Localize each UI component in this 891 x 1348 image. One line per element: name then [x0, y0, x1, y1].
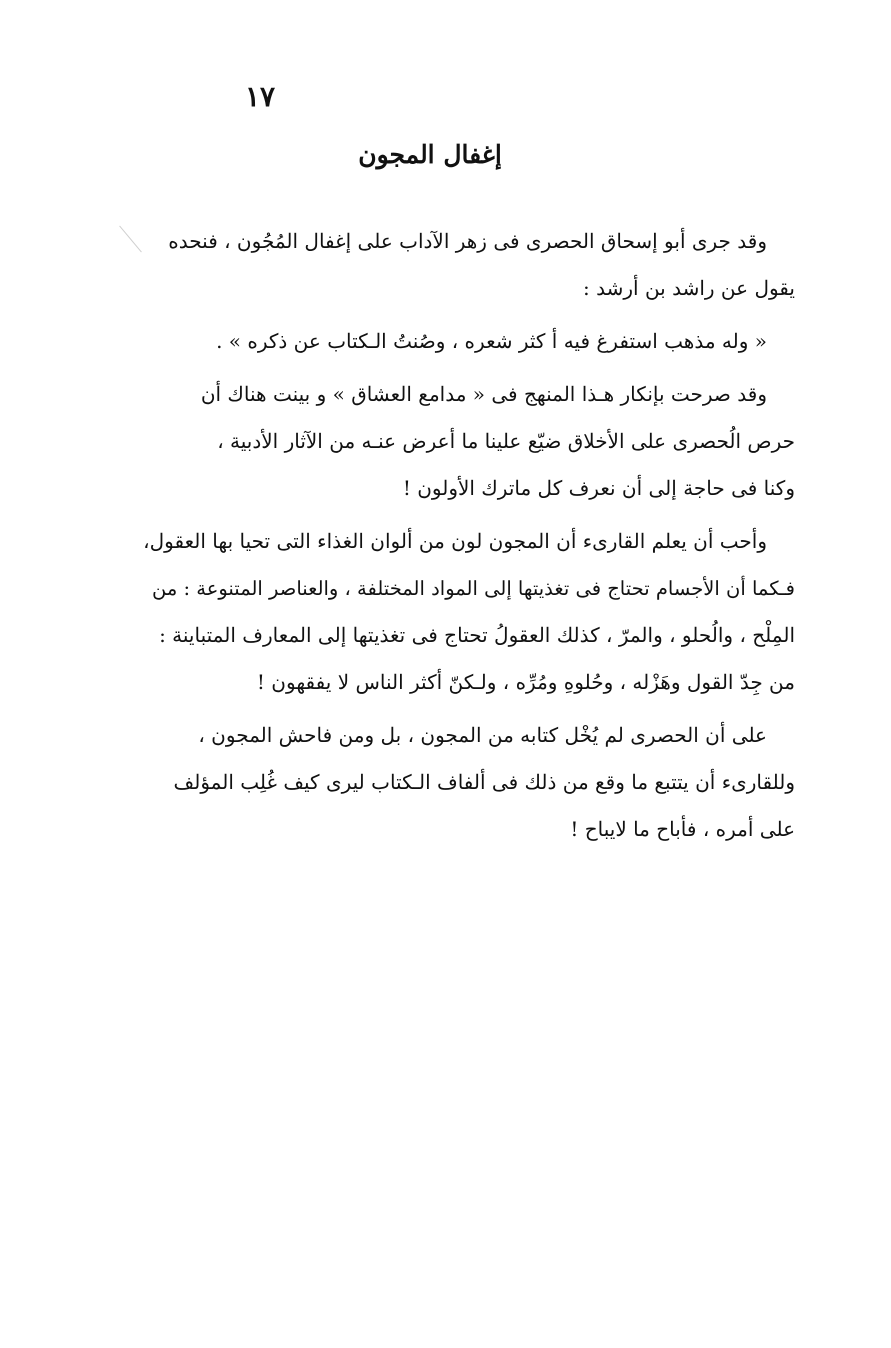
paragraph-4: [140, 518, 795, 706]
text-line: وللقارىء أن يتتبع ما وقع من ذلك فى ألفاف الـكتاب ليرى كيف غُلِب المؤلف: [173, 770, 795, 794]
paragraph-1: [140, 218, 795, 312]
text-line: على أن الحصرى لم يُخْل كتابه من المجون ، بل ومن فاحش المجون ،: [198, 723, 767, 747]
text-line: حرص الُحصرى على الأخلاق ضيّع علينا ما أعرض عنـه من الآثار الأدبية ،: [217, 429, 795, 453]
scan-artifact-line: [119, 226, 142, 253]
text-line: فـكما أن الأجسام تحتاج فى تغذيتها إلى المواد المختلفة ، والعناصر المتنوعة : من: [152, 577, 795, 600]
paragraph-2-quote: [140, 318, 795, 365]
page-number: ١٧: [244, 80, 276, 113]
chapter-title: إغفال المجون: [358, 140, 502, 169]
paragraph-5: [140, 712, 795, 853]
text-line: من جِدّ القول وهَزْله ، وحُلوهِ ومُرِّه ، ولـكنّ أكثر الناس لا يفقهون !: [256, 670, 795, 694]
text-line: « وله مذهب استفرغ فيه أ كثر شعره ، وصُنتُ الـكتاب عن ذكره » .: [216, 329, 767, 353]
text-line: وقد جرى أبو إسحاق الحصرى فى زهر الآداب على إغفال المُجُون ، فنحده: [168, 229, 767, 253]
text-line: وأحب أن يعلم القارىء أن المجون لون من ألوان الغذاء التى تحيا بها العقول،: [143, 529, 767, 553]
text-line: يقول عن راشد بن أرشد :: [583, 276, 795, 300]
text-line: وكنا فى حاجة إلى أن نعرف كل ماترك الأولون !: [402, 476, 795, 500]
text-line: وقد صرحت بإنكار هـذا المنهج فى « مدامع العشاق » و بينت هناك أن: [200, 382, 767, 406]
text-line: على أمره ، فأباح ما لايباح !: [570, 817, 795, 841]
paragraph-3: [140, 371, 795, 512]
text-line: المِلْح ، والُحلو ، والمرّ ، كذلك العقولُ تحتاج فى تغذيتها إلى المعارف المتباينة :: [159, 623, 795, 647]
body-text: [140, 218, 795, 853]
